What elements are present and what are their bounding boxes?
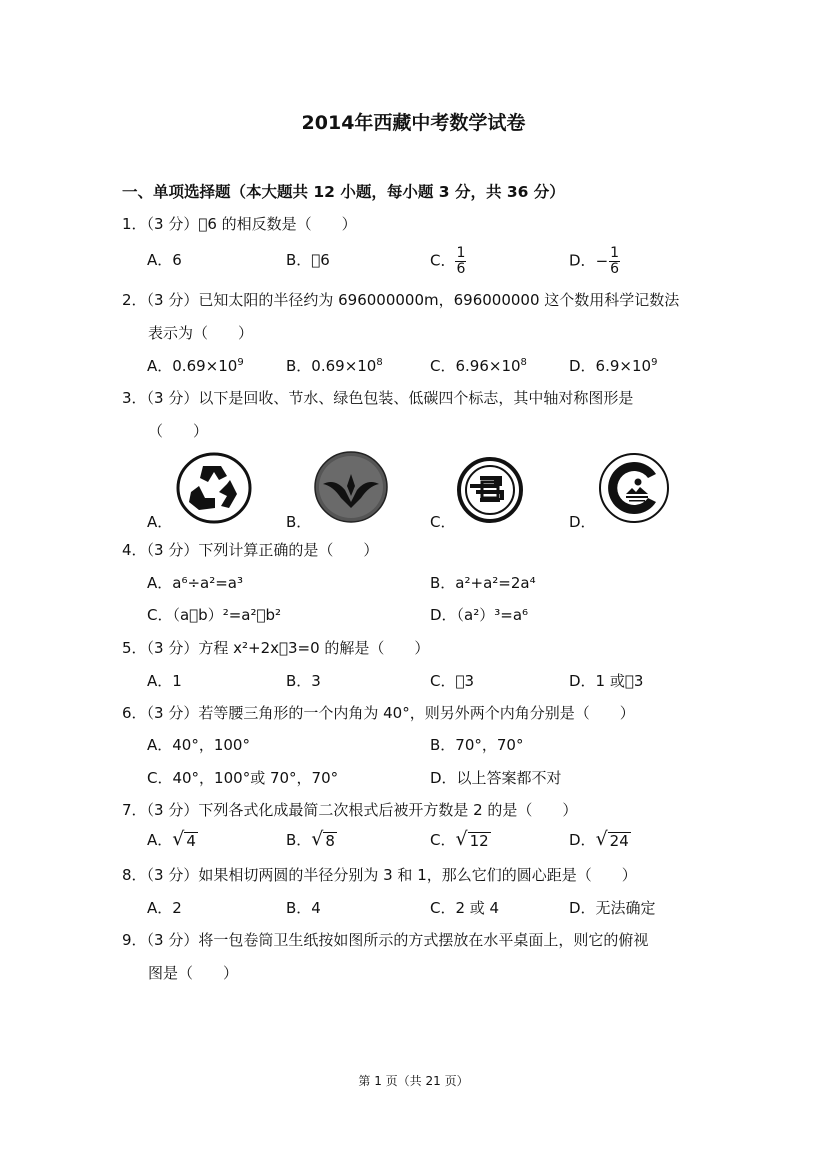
- q7-c-label: C．: [430, 831, 456, 849]
- page-footer: 第 1 页（共 21 页）: [358, 1074, 469, 1088]
- q7-option-b: [286, 830, 337, 849]
- q5-option-c: C．􏰀3: [430, 672, 475, 690]
- q2-option-c: [430, 359, 527, 374]
- q2-c-base: C．6.96×10: [430, 357, 521, 375]
- q3-option-d: D．: [569, 513, 596, 531]
- q7-a-sqrt: √ 4: [172, 828, 196, 850]
- q1-d-numerator: 1: [610, 245, 620, 261]
- q8-option-a: A．2: [147, 899, 182, 917]
- q5-option-a: A．1: [147, 672, 182, 690]
- q7-c-radicand: 12: [469, 832, 489, 850]
- q7-d-sqrt: √ 24: [595, 828, 629, 850]
- q2-b-base: B．0.69×10: [286, 357, 377, 375]
- q2-option-b: [286, 359, 383, 374]
- q1-c-numerator: 1: [456, 245, 466, 261]
- page-title: 2014年西藏中考数学试卷: [301, 112, 526, 134]
- q7-option-d: [569, 830, 631, 849]
- question-2-stem-cont: 表示为（ ）: [148, 324, 254, 342]
- q4-option-a: A．a⁶÷a²=a³: [147, 574, 244, 592]
- q2-option-d: [569, 359, 657, 374]
- q1-option-d: [569, 246, 620, 276]
- q2-b-exp: 8: [376, 357, 383, 368]
- q3-option-c: C．: [430, 513, 456, 531]
- q7-b-sqrt: √ 8: [311, 828, 335, 850]
- q4-option-c: C．（a􏰀b）²=a²􏰀b²: [147, 606, 282, 624]
- q6-option-d: D．以上答案都不对: [430, 769, 562, 787]
- green-packaging-logo-icon: [456, 456, 524, 524]
- q2-c-exp: 8: [520, 357, 527, 368]
- q6-option-b: B．70°，70°: [430, 736, 524, 754]
- q6-option-c: C．40°，100°或 70°，70°: [147, 769, 339, 787]
- q5-option-b: B．3: [286, 672, 321, 690]
- q2-a-base: A．0.69×10: [147, 357, 238, 375]
- q7-c-sqrt: √ 12: [455, 828, 489, 850]
- section-heading: 一、单项选择题（本大题共 12 小题，每小题 3 分，共 36 分）: [122, 183, 565, 201]
- q1-option-c-label: C．: [430, 251, 456, 270]
- q1-c-denominator: 6: [456, 260, 466, 277]
- recycle-logo-icon: [175, 452, 253, 524]
- q7-a-label: A．: [147, 831, 173, 849]
- q7-d-label: D．: [569, 831, 596, 849]
- q7-option-c: [430, 830, 491, 849]
- q2-a-exp: 9: [237, 357, 244, 368]
- q1-option-c-fraction: [455, 246, 466, 276]
- q2-d-base: D．6.9×10: [569, 357, 652, 375]
- q7-b-label: B．: [286, 831, 312, 849]
- question-9-stem: 9．（3 分）将一包卷筒卫生纸按如图所示的方式摆放在水平桌面上，则它的俯视: [122, 931, 649, 949]
- q3-option-a: A．: [147, 513, 173, 531]
- question-8-stem: 8．（3 分）如果相切两圆的半径分别为 3 和 1，那么它们的圆心距是（ ）: [122, 866, 637, 884]
- q1-d-denominator: 6: [610, 260, 620, 277]
- q1-option-c: [430, 246, 466, 276]
- q1-option-a: A．6: [147, 251, 182, 269]
- question-7-stem: 7．（3 分）下列各式化成最简二次根式后被开方数是 2 的是（ ）: [122, 801, 578, 819]
- q5-option-d: D．1 或􏰀3: [569, 672, 644, 690]
- q2-d-exp: 9: [651, 357, 658, 368]
- q7-d-radicand: 24: [609, 832, 629, 850]
- q3-option-b: B．: [286, 513, 312, 531]
- q1-option-b: B．􏰀6: [286, 251, 330, 269]
- q4-option-b: B．a²+a²=2a⁴: [430, 574, 536, 592]
- question-4-stem: 4．（3 分）下列计算正确的是（ ）: [122, 541, 379, 559]
- q8-option-d: D．无法确定: [569, 899, 656, 917]
- water-saving-logo-icon: [313, 450, 389, 524]
- q7-b-radicand: 8: [325, 832, 335, 850]
- q2-option-a: [147, 359, 244, 374]
- question-5-stem: 5．（3 分）方程 x²+2x􏰀3=0 的解是（ ）: [122, 639, 430, 657]
- q1-d-minus: −: [595, 251, 609, 270]
- question-2-stem: 2．（3 分）已知太阳的半径约为 696000000m，696000000 这个数用科学记数法: [122, 291, 680, 309]
- q8-option-c: C．2 或 4: [430, 899, 500, 917]
- question-3-stem: 3．（3 分）以下是回收、节水、绿色包装、低碳四个标志，其中轴对称图形是: [122, 389, 634, 407]
- question-9-stem-cont: 图是（ ）: [148, 964, 239, 982]
- low-carbon-logo-icon: [598, 452, 670, 524]
- q6-option-a: A．40°，100°: [147, 736, 250, 754]
- q1-option-d-label: D．: [569, 251, 596, 270]
- q1-option-d-fraction: [609, 246, 620, 276]
- q7-option-a: [147, 830, 198, 849]
- q7-a-radicand: 4: [186, 832, 196, 850]
- q4-option-d: D．（a²）³=a⁶: [430, 606, 529, 624]
- question-1-stem: 1．（3 分）􏰀6 的相反数是（ ）: [122, 215, 357, 233]
- question-3-stem-cont: （ ）: [148, 422, 209, 440]
- q8-option-b: B．4: [286, 899, 321, 917]
- question-6-stem: 6．（3 分）若等腰三角形的一个内角为 40°，则另外两个内角分别是（ ）: [122, 704, 635, 722]
